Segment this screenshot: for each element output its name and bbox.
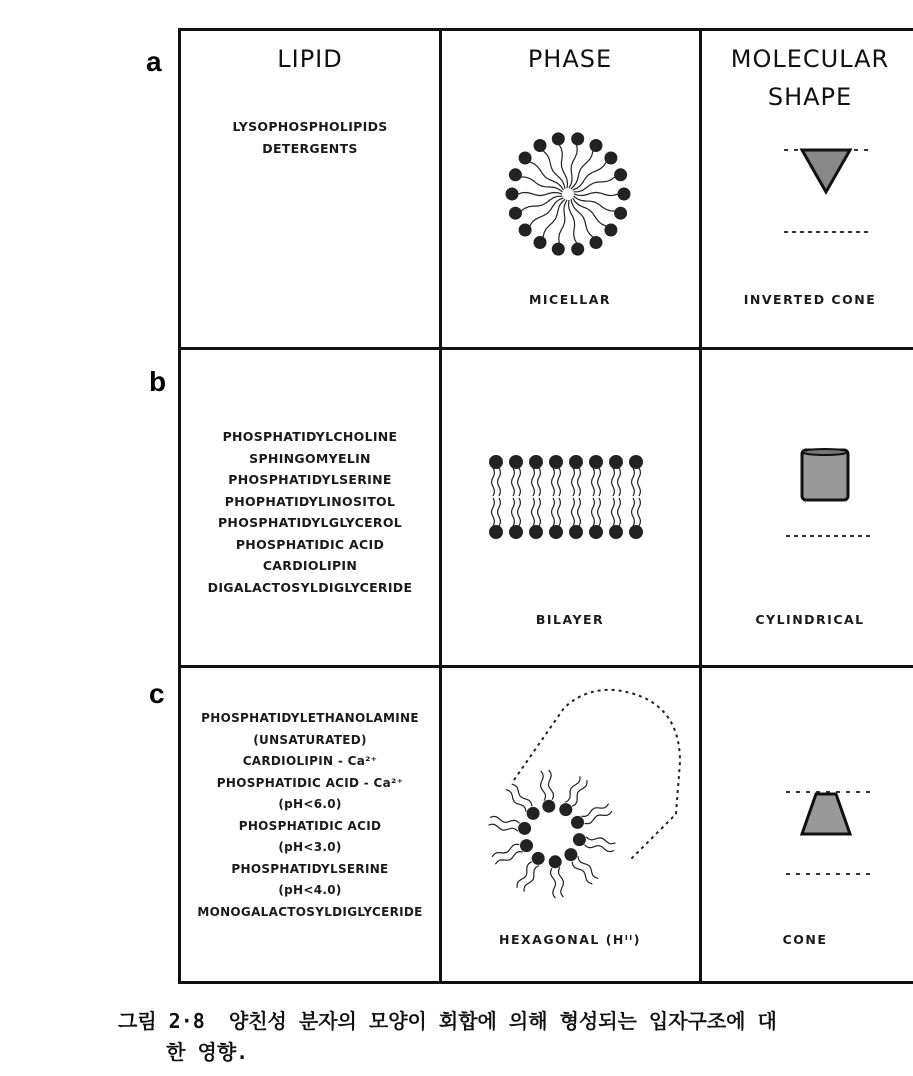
lipid-head — [614, 207, 627, 220]
lipid-tail — [541, 771, 546, 801]
lipid-tail — [559, 145, 567, 188]
lipid-tail — [632, 498, 635, 526]
lipid-head — [609, 455, 623, 469]
lipid-head — [589, 525, 603, 539]
figure-caption: 그림 2·8 양친성 분자의 모양이 회합에 의해 형성되는 입자구조에 대 한 영향. — [118, 1009, 777, 1064]
lipid-head — [532, 852, 545, 865]
panel-label-c: c — [149, 678, 165, 709]
lipid-tail — [578, 856, 598, 878]
lipid-tail — [632, 468, 635, 496]
lipid-tail — [506, 790, 526, 812]
lipid-head — [614, 168, 627, 181]
lipid-tail — [512, 468, 515, 496]
cone-icon — [802, 794, 850, 834]
inverted-cone-icon — [802, 150, 850, 192]
hexagonal-cylinder-outline — [514, 690, 680, 860]
lipid-tail — [512, 498, 515, 526]
header-phase: PHASE — [527, 45, 613, 73]
lipid-tail — [572, 780, 587, 806]
lipid-tail — [532, 468, 535, 496]
hexagonal-diagram — [480, 684, 690, 914]
header-molecular-shape: MOLECULAR SHAPE — [730, 45, 890, 111]
phase-caption-c: HEXAGONAL (Hᴵᴵ) — [499, 932, 641, 947]
lipid-head — [520, 839, 533, 852]
lipid-tail — [518, 193, 562, 196]
lipid-head — [590, 139, 603, 152]
lipid-head — [552, 243, 565, 256]
lipid-tail — [638, 468, 641, 496]
lipid-tail — [532, 498, 535, 526]
inverted-cone-shape — [760, 142, 880, 242]
lipid-head — [552, 132, 565, 145]
lipid-head — [509, 168, 522, 181]
lipid-tail — [612, 498, 615, 526]
lipid-tail — [538, 498, 541, 526]
lipid-head — [571, 132, 584, 145]
lipid-head — [573, 833, 586, 846]
lipid-head — [509, 455, 523, 469]
cylinder-top — [802, 449, 848, 455]
lipid-head — [604, 152, 617, 165]
lipid-tail — [538, 468, 541, 496]
lipid-head — [549, 525, 563, 539]
lipid-tail — [492, 844, 519, 857]
lipid-tail — [559, 867, 564, 897]
bilayer-diagram — [484, 448, 654, 548]
lipid-head — [509, 207, 522, 220]
lipid-head — [542, 800, 555, 813]
lipid-tail — [552, 498, 555, 526]
lipid-list-a: LYSOPHOSPHOLIPIDS DETERGENTS — [232, 119, 388, 156]
bilayer-lipids — [489, 455, 643, 539]
lipid-tail — [592, 468, 595, 496]
column-divider-1 — [439, 31, 442, 981]
lipid-tail — [521, 177, 562, 192]
lipid-head — [618, 188, 631, 201]
lipid-head — [559, 803, 572, 816]
cone-shape — [766, 786, 886, 886]
lipid-tail — [521, 196, 562, 211]
lipid-tail — [598, 498, 601, 526]
lipid-tail — [551, 868, 556, 898]
lipid-head — [590, 236, 603, 249]
lipid-tail — [517, 862, 532, 888]
lipid-head — [571, 816, 584, 829]
micelle-diagram — [498, 124, 638, 264]
lipid-tail — [578, 468, 581, 496]
lipid-head — [529, 455, 543, 469]
lipid-head — [629, 455, 643, 469]
lipid-head — [519, 224, 532, 237]
lipid-head — [506, 188, 519, 201]
lipid-head — [529, 525, 543, 539]
lipid-tail — [552, 468, 555, 496]
lipid-tail — [572, 498, 575, 526]
lipid-head — [569, 525, 583, 539]
lipid-tail — [574, 177, 615, 192]
lipid-tail — [598, 468, 601, 496]
lipid-tail — [592, 498, 595, 526]
lipid-tail — [618, 468, 621, 496]
lipid-head — [569, 455, 583, 469]
lipid-head — [604, 224, 617, 237]
lipid-tail — [586, 837, 615, 844]
lipid-head — [564, 848, 577, 861]
lipid-tail — [574, 192, 618, 195]
lipid-tail — [489, 824, 518, 831]
lipid-head — [589, 455, 603, 469]
lipid-head — [549, 855, 562, 868]
lipid-tail — [569, 200, 577, 243]
lipid-tail — [569, 145, 577, 188]
lipid-tail — [490, 816, 519, 823]
lipid-head — [571, 243, 584, 256]
phase-caption-b: BILAYER — [535, 612, 605, 627]
header-lipid: LIPID — [277, 45, 343, 73]
lipid-head — [527, 807, 540, 820]
lipid-head — [534, 139, 547, 152]
lipid-tail — [572, 468, 575, 496]
cylinder-shape — [766, 448, 886, 548]
hexagonal-lipids — [489, 770, 616, 898]
lipid-tail — [495, 852, 522, 865]
lipid-tail — [558, 468, 561, 496]
shape-caption-a: INVERTED CONE — [743, 292, 877, 307]
lipid-tail — [585, 845, 614, 852]
lipid-head — [489, 455, 503, 469]
lipid-head — [489, 525, 503, 539]
lipid-tail — [581, 804, 608, 817]
phase-caption-a: MICELLAR — [528, 292, 612, 307]
lipid-tail — [498, 468, 501, 496]
lipid-tail — [492, 498, 495, 526]
lipid-tail — [498, 498, 501, 526]
lipid-tail — [638, 498, 641, 526]
lipid-tail — [518, 468, 521, 496]
shape-caption-c: CONE — [782, 932, 828, 947]
row-divider-1 — [181, 347, 913, 350]
lipid-tail — [585, 811, 612, 824]
shape-caption-b: CYLINDRICAL — [755, 612, 865, 627]
column-divider-2 — [699, 31, 702, 981]
panel-label-b: b — [149, 366, 167, 397]
row-divider-2 — [181, 665, 913, 668]
panel-label-a: a — [146, 46, 162, 77]
lipid-head — [549, 455, 563, 469]
lipid-tail — [574, 196, 615, 211]
lipid-head — [534, 236, 547, 249]
lipid-head — [629, 525, 643, 539]
lipid-tail — [612, 468, 615, 496]
micelle-lipids — [506, 132, 631, 255]
cylinder-icon — [802, 450, 848, 500]
lipid-tail — [492, 468, 495, 496]
lipid-tail — [558, 498, 561, 526]
lipid-head — [609, 525, 623, 539]
lipid-head — [509, 525, 523, 539]
lipid-list-c: PHOSPHATIDYLETHANOLAMINE (UNSATURATED) CARDIOLIPIN - Ca²⁺ PHOSPHATIDIC ACID - Ca²⁺ (pH<6.0) PHOSPHATIDIC ACID (pH<3.0) PHOSPHATIDYLSERINE (pH<4.0) MONOGALACTOSYLDIGLYCERIDE — [197, 711, 423, 919]
lipid-tail — [618, 498, 621, 526]
lipid-head — [518, 822, 531, 835]
lipid-list-b: PHOSPHATIDYLCHOLINE SPHINGOMYELIN PHOSPHATIDYLSERINE PHOPHATIDYLINOSITOL PHOSPHATIDYLGLYCEROL PHOSPHATIDIC ACID CARDIOLIPIN DIGALACTOSYLDIGLYCERIDE — [207, 429, 413, 595]
lipid-head — [519, 152, 532, 165]
lipid-tail — [578, 498, 581, 526]
lipid-tail — [559, 200, 567, 243]
lipid-tail — [548, 770, 553, 800]
lipid-tail — [518, 498, 521, 526]
